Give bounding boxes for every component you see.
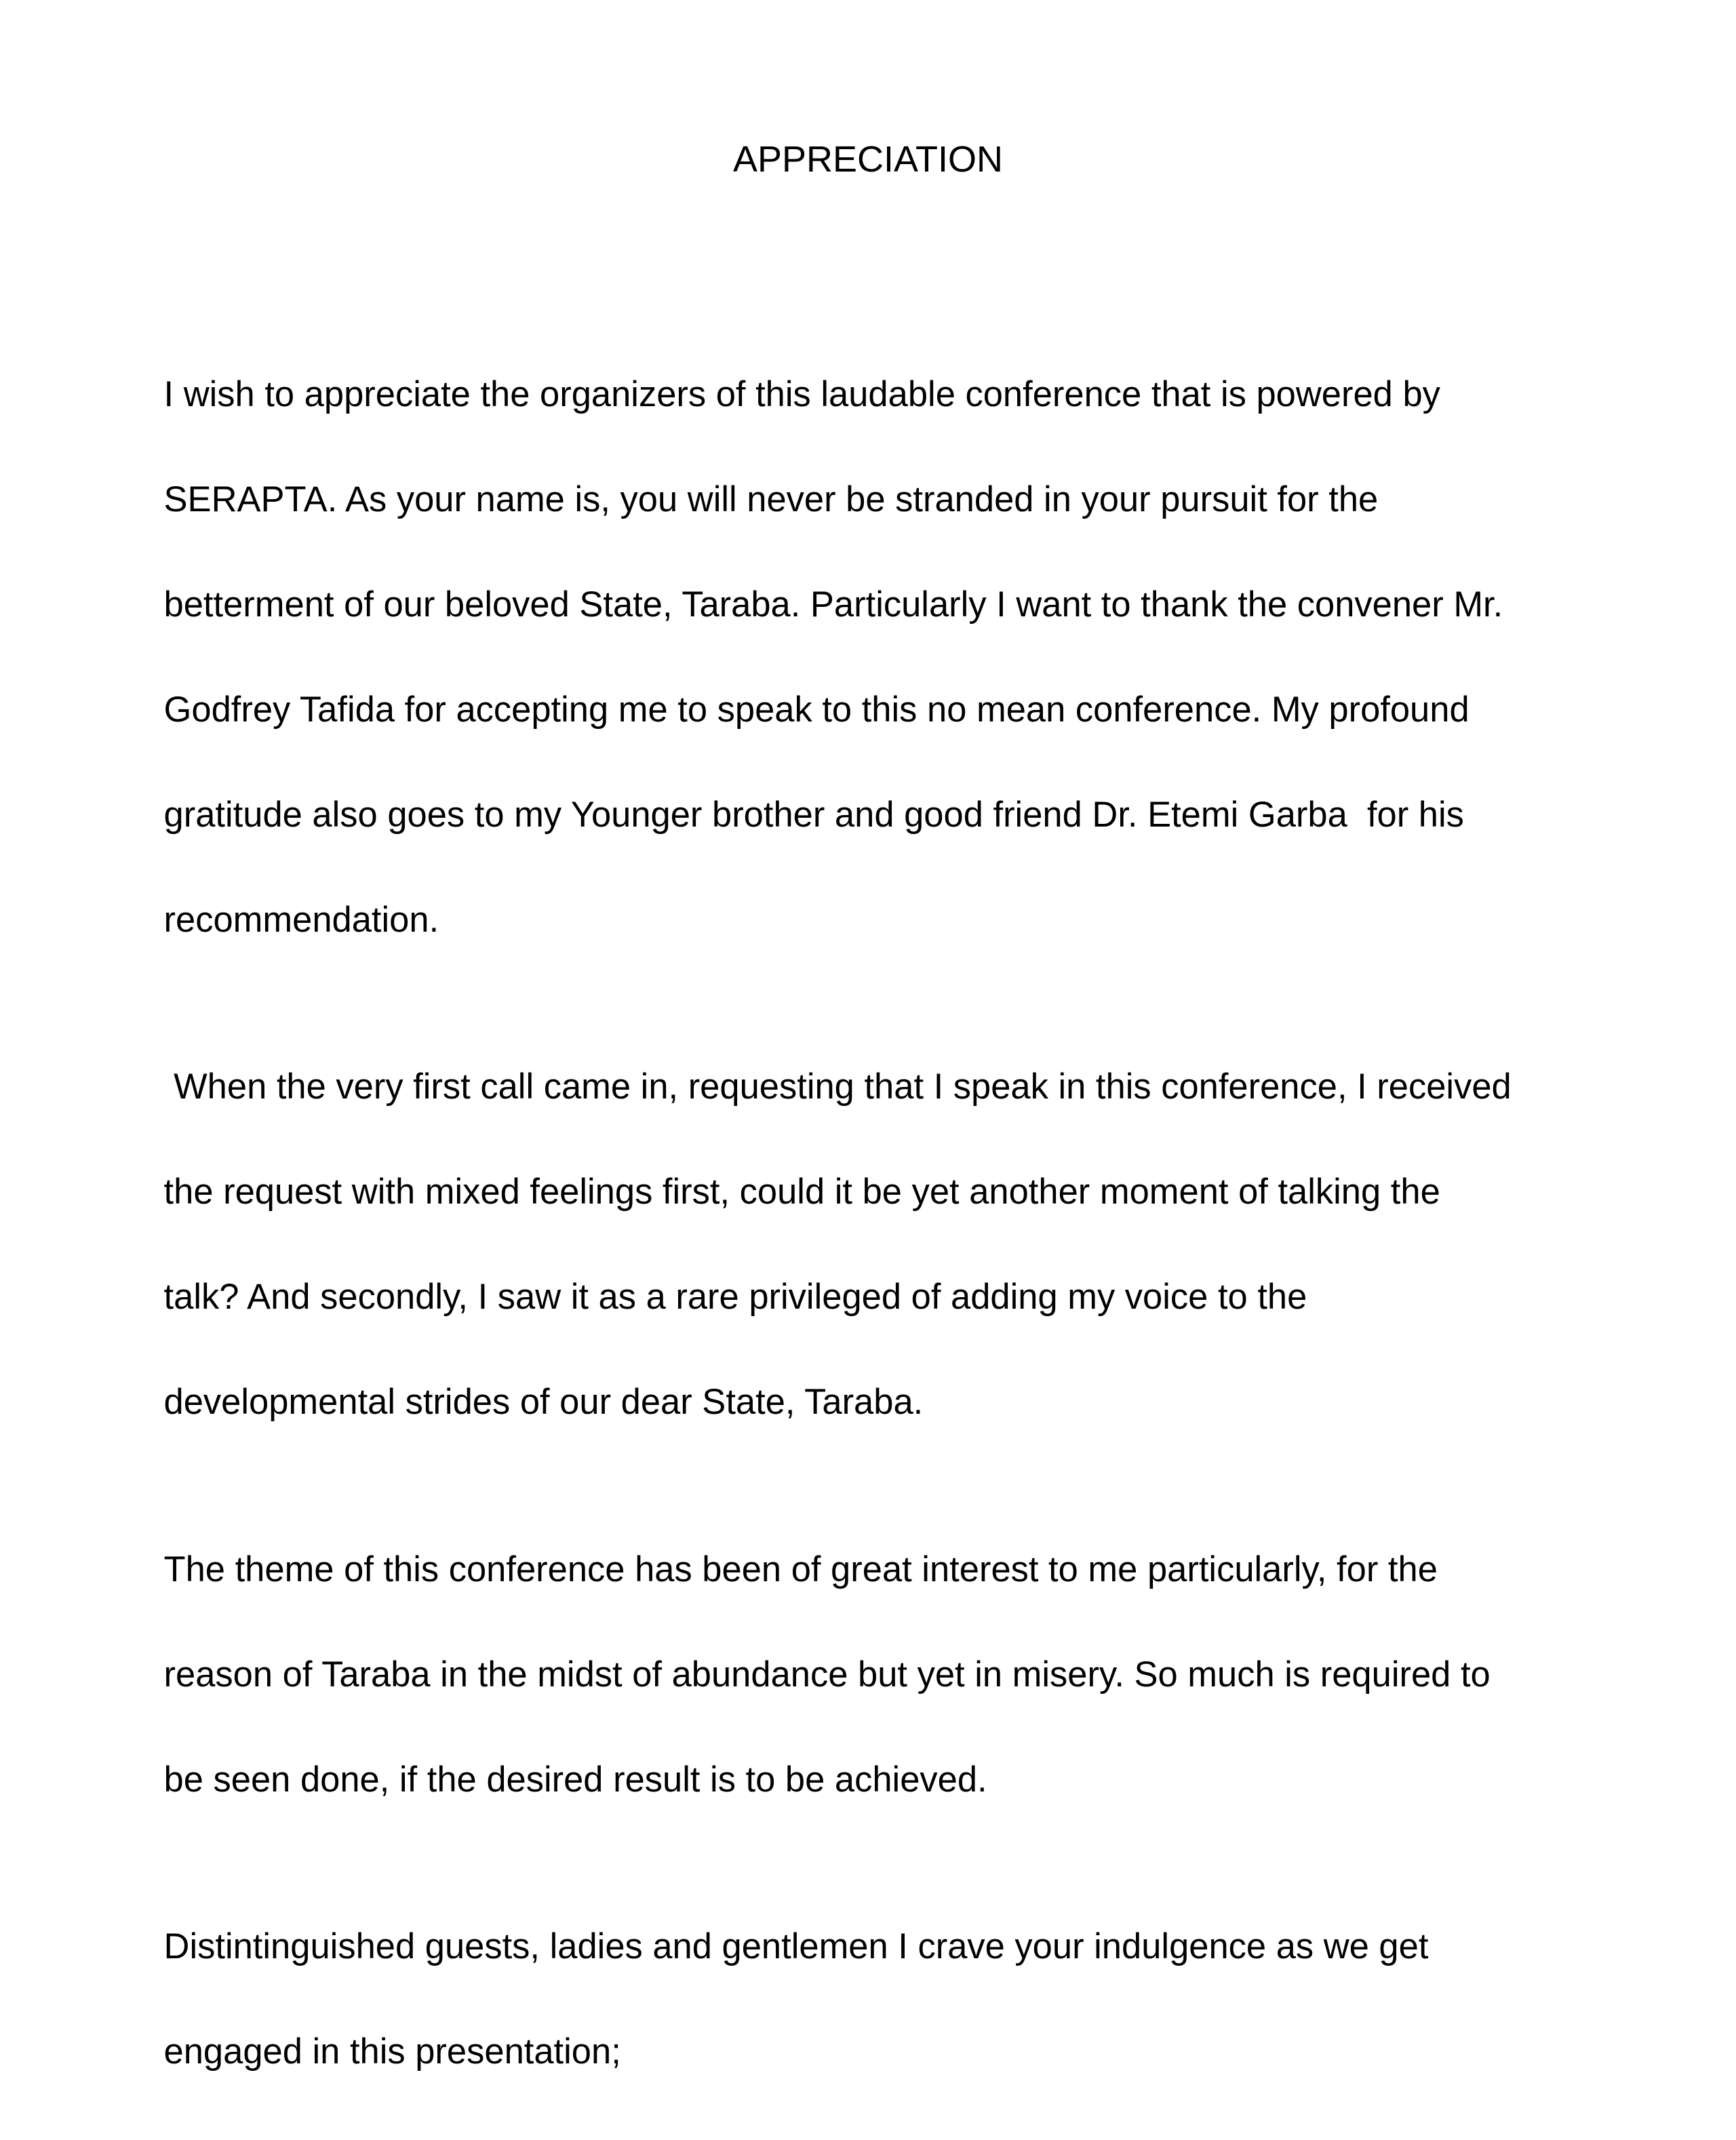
text-line: When the very first call came in, requesting that I speak in this conference, I received [163, 1067, 1512, 1107]
text-line: I wish to appreciate the organizers of this laudable conference that is powered by [163, 374, 1440, 414]
paragraph-first-call [104, 1008, 1657, 1482]
text-line: The theme of this conference has been of great interest to me particularly, for the [163, 1549, 1438, 1589]
text-line: developmental strides of our dear State, Taraba. [163, 1382, 924, 1422]
text-line: talk? And secondly, I saw it as a rare privileged of adding my voice to the [163, 1277, 1307, 1317]
text-line: SERAPTA. As your name is, you will never be stranded in your pursuit for the [163, 479, 1379, 519]
paragraph-theme [104, 1490, 1657, 1859]
paragraph-appreciation [104, 315, 1657, 999]
text-line: gratitude also goes to my Younger brother and good friend Dr. Etemi Garba for his [163, 794, 1464, 835]
text-line: betterment of our beloved State, Taraba. Particularly I want to thank the convener Mr. [163, 584, 1503, 625]
text-line: Godfrey Tafida for accepting me to speak to this no mean conference. My profound [163, 689, 1469, 730]
slide-title: APPRECIATION [732, 139, 1004, 180]
text-line: be seen done, if the desired result is to be achieved. [163, 1759, 987, 1800]
text-line: reason of Taraba in the midst of abundance but yet in misery. So much is required to [163, 1654, 1491, 1695]
paragraph-closing [104, 1868, 1657, 2131]
text-line: engaged in this presentation; [163, 2032, 621, 2072]
text-line: recommendation. [163, 899, 439, 940]
text-line: the request with mixed feelings first, could it be yet another moment of talking the [163, 1172, 1440, 1212]
text-line: Distintinguished guests, ladies and gentlemen I crave your indulgence as we get [163, 1926, 1429, 1966]
slide-body [104, 315, 1657, 2140]
